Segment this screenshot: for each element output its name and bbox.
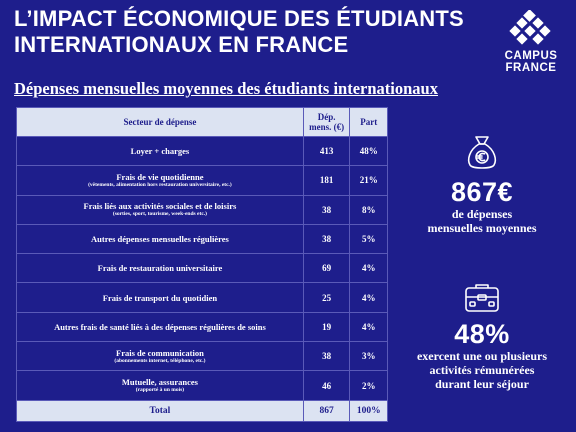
row-sector-label: Frais de transport du quotidien (102, 292, 218, 303)
row-monthly-spend: 181 (303, 166, 350, 195)
row-share: 4% (350, 254, 388, 283)
title-line-2: INTERNATIONAUX EN FRANCE (14, 32, 349, 57)
row-sector-label: Autres frais de santé liés à des dépenses régulières de soins (54, 321, 266, 332)
row-sector-cell (17, 371, 304, 400)
average-spend-caption-2: mensuelles moyennes (427, 221, 537, 235)
table-row (17, 283, 388, 312)
total-value: 867 (303, 400, 350, 421)
row-sector-cell (17, 312, 304, 341)
row-sector-label: Frais liés aux activités sociales et de loisirs (83, 201, 237, 212)
page-title (14, 6, 484, 58)
row-share: 48% (350, 137, 388, 166)
campus-france-logo-mark-icon (509, 10, 553, 50)
row-share: 4% (350, 312, 388, 341)
header-share: Part (350, 108, 388, 137)
row-monthly-spend: 38 (303, 342, 350, 371)
row-sector-cell (17, 137, 304, 166)
row-share: 4% (350, 283, 388, 312)
row-monthly-spend: 38 (303, 195, 350, 224)
paid-activity-caption-3: durant leur séjour (435, 377, 529, 391)
row-monthly-spend: 413 (303, 137, 350, 166)
row-monthly-spend: 19 (303, 312, 350, 341)
average-spend-caption-1: de dépenses (451, 207, 513, 221)
row-sector-label: Loyer + charges (130, 146, 190, 157)
row-sector-cell (17, 224, 304, 253)
header-monthly-spend: Dép. mens. (€) (303, 108, 350, 137)
row-sector-detail: (vêtements, alimentation hors restauration universitaire, etc.) (88, 181, 232, 188)
paid-activity-caption-1: exercent une ou plusieurs (416, 349, 548, 363)
table-row (17, 312, 388, 341)
row-sector-label: Frais de vie quotidienne (116, 171, 204, 182)
campus-france-logo (497, 10, 565, 74)
row-sector-detail: (rapporté à un mois) (135, 387, 185, 394)
row-monthly-spend: 46 (303, 371, 350, 400)
row-share: 5% (350, 224, 388, 253)
row-monthly-spend: 25 (303, 283, 350, 312)
row-sector-detail: (sorties, sport, tourisme, week-ends etc.) (112, 211, 207, 218)
total-label: Total (17, 400, 304, 421)
row-sector-cell (17, 254, 304, 283)
title-line-1: L’IMPACT ÉCONOMIQUE DES ÉTUDIANTS (14, 6, 464, 31)
row-share: 8% (350, 195, 388, 224)
row-sector-label: Autres dépenses mensuelles régulières (91, 234, 229, 245)
total-share: 100% (350, 400, 388, 421)
average-spend-stat (398, 134, 566, 235)
table-row (17, 224, 388, 253)
table-row (17, 137, 388, 166)
table-row (17, 254, 388, 283)
table-total-row (17, 400, 388, 421)
row-monthly-spend: 69 (303, 254, 350, 283)
paid-activity-stat (398, 282, 566, 391)
money-bag-euro-icon (464, 134, 500, 172)
section-subtitle: Dépenses mensuelles moyennes des étudiants internationaux (14, 79, 438, 98)
row-sector-label: Mutuelle, assurances (121, 377, 198, 388)
paid-activity-caption-2: activités rémunérées (429, 363, 535, 377)
paid-activity-value: 48% (454, 319, 510, 349)
table-row (17, 371, 388, 400)
row-sector-cell (17, 342, 304, 371)
average-spend-value: 867€ (450, 177, 514, 207)
table-row (17, 166, 388, 195)
row-share: 3% (350, 342, 388, 371)
row-sector-cell (17, 195, 304, 224)
table-header-row (17, 108, 388, 137)
row-sector-label: Frais de communication (116, 347, 204, 358)
table-row (17, 342, 388, 371)
row-share: 2% (350, 371, 388, 400)
row-sector-label: Frais de restauration universitaire (97, 263, 223, 274)
row-monthly-spend: 38 (303, 224, 350, 253)
logo-text-line-1: CAMPUS (504, 50, 558, 62)
row-share: 21% (350, 166, 388, 195)
row-sector-detail: (abonnements internet, téléphone, etc.) (114, 357, 206, 364)
table-row (17, 195, 388, 224)
briefcase-icon (463, 282, 501, 314)
spending-table (16, 107, 388, 422)
logo-text-line-2: FRANCE (505, 62, 557, 74)
row-sector-cell (17, 283, 304, 312)
header-sector: Secteur de dépense (17, 108, 304, 137)
row-sector-cell (17, 166, 304, 195)
